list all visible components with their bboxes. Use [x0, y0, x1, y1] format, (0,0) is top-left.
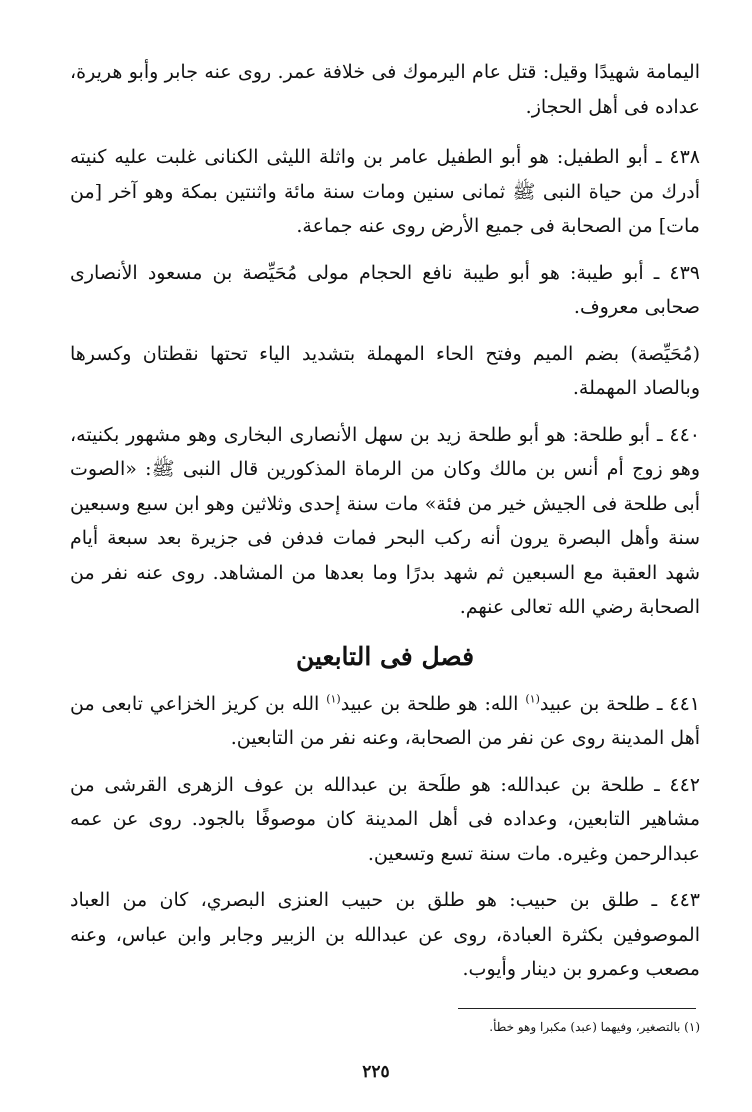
- entry-439: ٤٣٩ ـ أبو طيبة: هو أبو طيبة نافع الحجام مولى مُحَيِّصة بن مسعود الأنصارى صحابى معروف.: [70, 261, 700, 318]
- entry-437-continuation: اليمامة شهيدًا وقيل: قتل عام اليرموك فى خلافة عمر. روى عنه جابر وأبو هريرة، عداده فى أهل الحجاز.: [70, 61, 700, 118]
- footnote-marker: (١): [525, 692, 540, 706]
- entry-443: ٤٤٣ ـ طلق بن حبيب: هو طلق بن حبيب العنزى البصري، كان من العباد الموصوفين بكثرة العبادة، روى عن عبدالله بن الزبير وجابر وابن عباس، وعنه مصعب وعمرو بن دينار وأيوب.: [70, 889, 700, 980]
- footnote: (١) بالتصغير، وفيهما (عبد) مكبرا وهو خطأ.: [489, 1020, 700, 1034]
- entry-438: ٤٣٨ ـ أبو الطفيل: هو أبو الطفيل عامر بن واثلة الليثى الكنانى غلبت عليه كنيته أدرك من حياة النبى ﷺ ثمانى سنين ومات سنة مائة واثنتين بمكة وهو آخر [من مات] من الصحابة فى جميع الأرض روى عنه جماعة.: [70, 146, 700, 237]
- entry-441-part3: الله بن كريز الخزاعي تابعى من أهل المدينة روى عن نفر من الصحابة، وعنه نفر من التابعين.: [70, 692, 700, 749]
- entry-442: ٤٤٢ ـ طلحة بن عبدالله: هو طلَحة بن عبدالله بن عوف الزهرى القرشى من مشاهير التابعين، وعداده فى أهل المدينة كان موصوفًا بالجود. روى عن عمه عبدالرحمن وغيره. مات سنة تسع وتسعين.: [70, 773, 700, 865]
- footnote-divider: [458, 1008, 696, 1009]
- page-number: ٢٢٥: [362, 1062, 390, 1082]
- entry-439-note: (مُحَيِّصة) بضم الميم وفتح الحاء المهملة بتشديد الياء تحتها نقطتان وكسرها وبالصاد المهملة.: [70, 342, 700, 399]
- entry-441-part2: الله: هو طلحة بن عبيد: [340, 692, 526, 715]
- entry-440: ٤٤٠ ـ أبو طلحة: هو أبو طلحة زيد بن سهل الأنصارى البخارى وهو مشهور بكنيته، وهو زوج أم أنس بن مالك وكان من الرماة المذكورين قال النبى ﷺ: «الصوت أبى طلحة فى الجيش خير من فئة» مات سنة إحدى وثلاثين وهو ابن سبع وسبعين سنة وأهل البصرة يرون أنه ركب البحر فمات فدفن فى جزيرة بعد سبعة أيام شهد العقبة مع السبعين ثم شهد بدرًا وما بعدها من المشاهد. روى عنه نفر من الصحابة رضي الله تعالى عنهم.: [70, 423, 700, 618]
- footnote-marker: (١): [326, 692, 341, 706]
- section-heading: فصل فى التابعين: [295, 641, 475, 671]
- entry-441-part1: ٤٤١ ـ طلحة بن عبيد: [539, 692, 700, 715]
- page-body: [70, 55, 700, 999]
- entry-441: [70, 687, 700, 756]
